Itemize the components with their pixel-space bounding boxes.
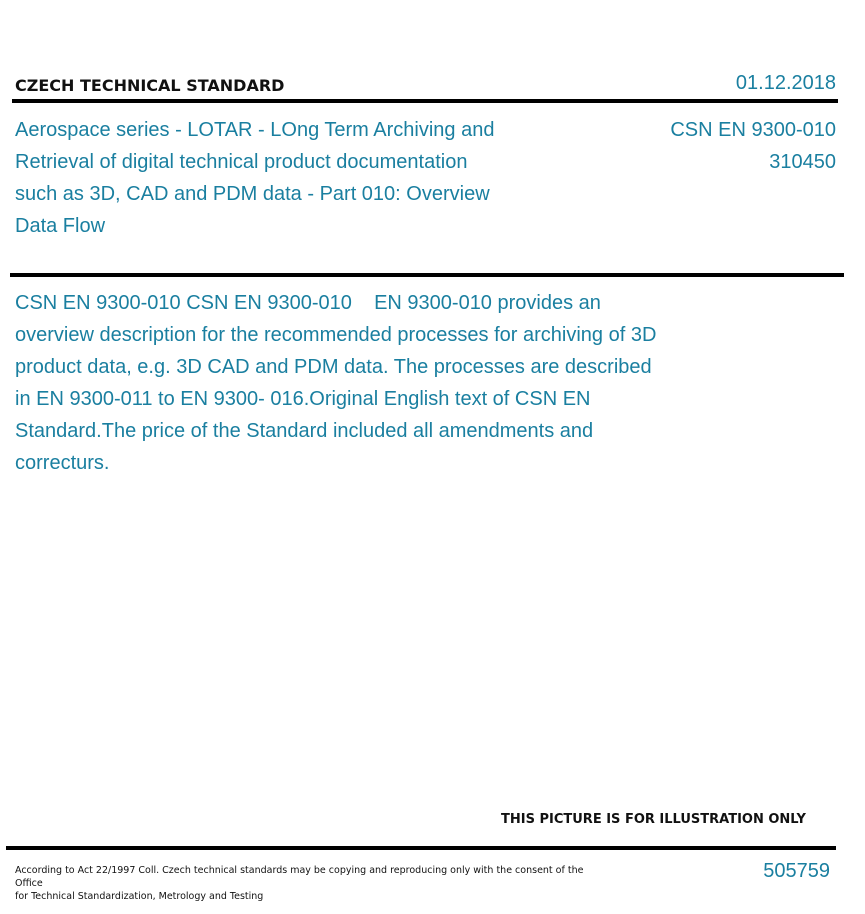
bottom-divider (6, 846, 836, 850)
top-divider (12, 99, 838, 103)
standard-code: CSN EN 9300-010 (670, 119, 836, 141)
legal-notice (15, 864, 595, 903)
middle-divider (10, 273, 844, 277)
standard-code-block (670, 114, 836, 178)
classification-number: 310450 (769, 151, 836, 173)
product-id: 505759 (763, 860, 830, 882)
document-type-label: CZECH TECHNICAL STANDARD (15, 76, 285, 95)
legal-notice-line-1: According to Act 22/1997 Coll. Czech technical standards may be copying and reproducing only with the consent of the Office (15, 865, 584, 889)
illustration-note: THIS PICTURE IS FOR ILLUSTRATION ONLY (501, 812, 806, 827)
standard-title: Aerospace series - LOTAR - LOng Term Archiving and Retrieval of digital technical product documentation such as 3D, CAD and PDM data - Part 010: Overview Data Flow (15, 119, 495, 237)
legal-notice-line-2: for Technical Standardization, Metrology and Testing (15, 891, 264, 902)
publication-date: 01.12.2018 (735, 72, 836, 94)
standard-abstract: CSN EN 9300-010 CSN EN 9300-010 EN 9300-010 provides an overview description for the recommended processes for archiving of 3D product data, e.g. 3D CAD and PDM data. The processes are described in EN 9300-011 to EN 9300- 016.Original English text of CSN EN Standard.The price of the Standard included all amendments and correcturs. (15, 292, 662, 474)
